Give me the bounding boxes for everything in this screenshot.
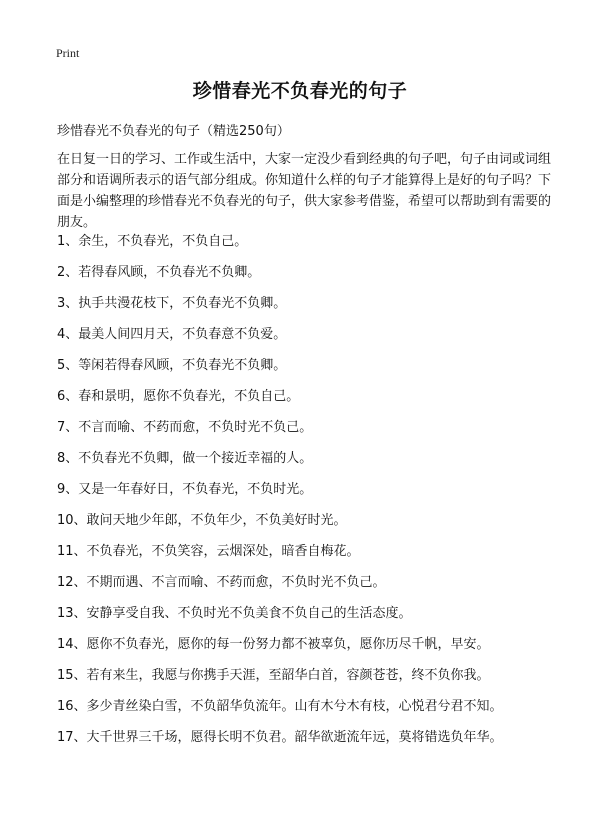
list-item: 11、不负春光，不负笑容，云烟深处，暗香自梅花。 — [57, 544, 360, 559]
list-item: 13、安静享受自我、不负时光不负美食不负自己的生活态度。 — [57, 606, 412, 621]
sentence-list — [57, 232, 557, 759]
list-item: 6、春和景明，愿你不负春光，不负自己。 — [57, 389, 300, 404]
list-item: 17、大千世界三千场，愿得长明不负君。韶华欲逝流年远，莫将错选负年华。 — [57, 730, 503, 745]
list-item: 4、最美人间四月天，不负春意不负爱。 — [57, 327, 287, 342]
list-item: 16、多少青丝染白雪，不负韶华负流年。山有木兮木有枝，心悦君兮君不知。 — [57, 699, 503, 714]
list-item: 5、等闲若得春风顾，不负春光不负卿。 — [57, 358, 287, 373]
intro-paragraph: 在日复一日的学习、工作或生活中，大家一定没少看到经典的句子吧，句子由词或词组部分和语调所表示的语气部分组成。你知道什么样的句子才能算得上是好的句子吗？下面是小编整理的珍惜春光不负春光的句子，供大家参考借鉴，希望可以帮助到有需要的朋友。 — [57, 152, 552, 230]
list-item: 14、愿你不负春光，愿你的每一份努力都不被辜负，愿你历尽千帆，早安。 — [57, 637, 490, 652]
list-item: 3、执手共漫花枝下，不负春光不负卿。 — [57, 296, 287, 311]
print-link[interactable]: Print — [56, 46, 80, 60]
list-item: 10、敢问天地少年郎，不负年少，不负美好时光。 — [57, 513, 347, 528]
list-item: 15、若有来生，我愿与你携手天涯，至韶华白首，容颜苍苍，终不负你我。 — [57, 668, 490, 683]
subtitle: 珍惜春光不负春光的句子（精选250句） — [57, 124, 290, 139]
list-item: 1、余生，不负春光，不负自己。 — [57, 234, 248, 249]
list-item: 12、不期而遇、不言而喻、不药而愈，不负时光不负己。 — [57, 575, 386, 590]
page-title: 珍惜春光不负春光的句子 — [192, 80, 408, 102]
list-item: 8、不负春光不负卿，做一个接近幸福的人。 — [57, 451, 313, 466]
list-item: 9、又是一年春好日，不负春光，不负时光。 — [57, 482, 313, 497]
list-item: 2、若得春风顾，不负春光不负卿。 — [57, 265, 261, 280]
list-item: 7、不言而喻、不药而愈，不负时光不负己。 — [57, 420, 313, 435]
